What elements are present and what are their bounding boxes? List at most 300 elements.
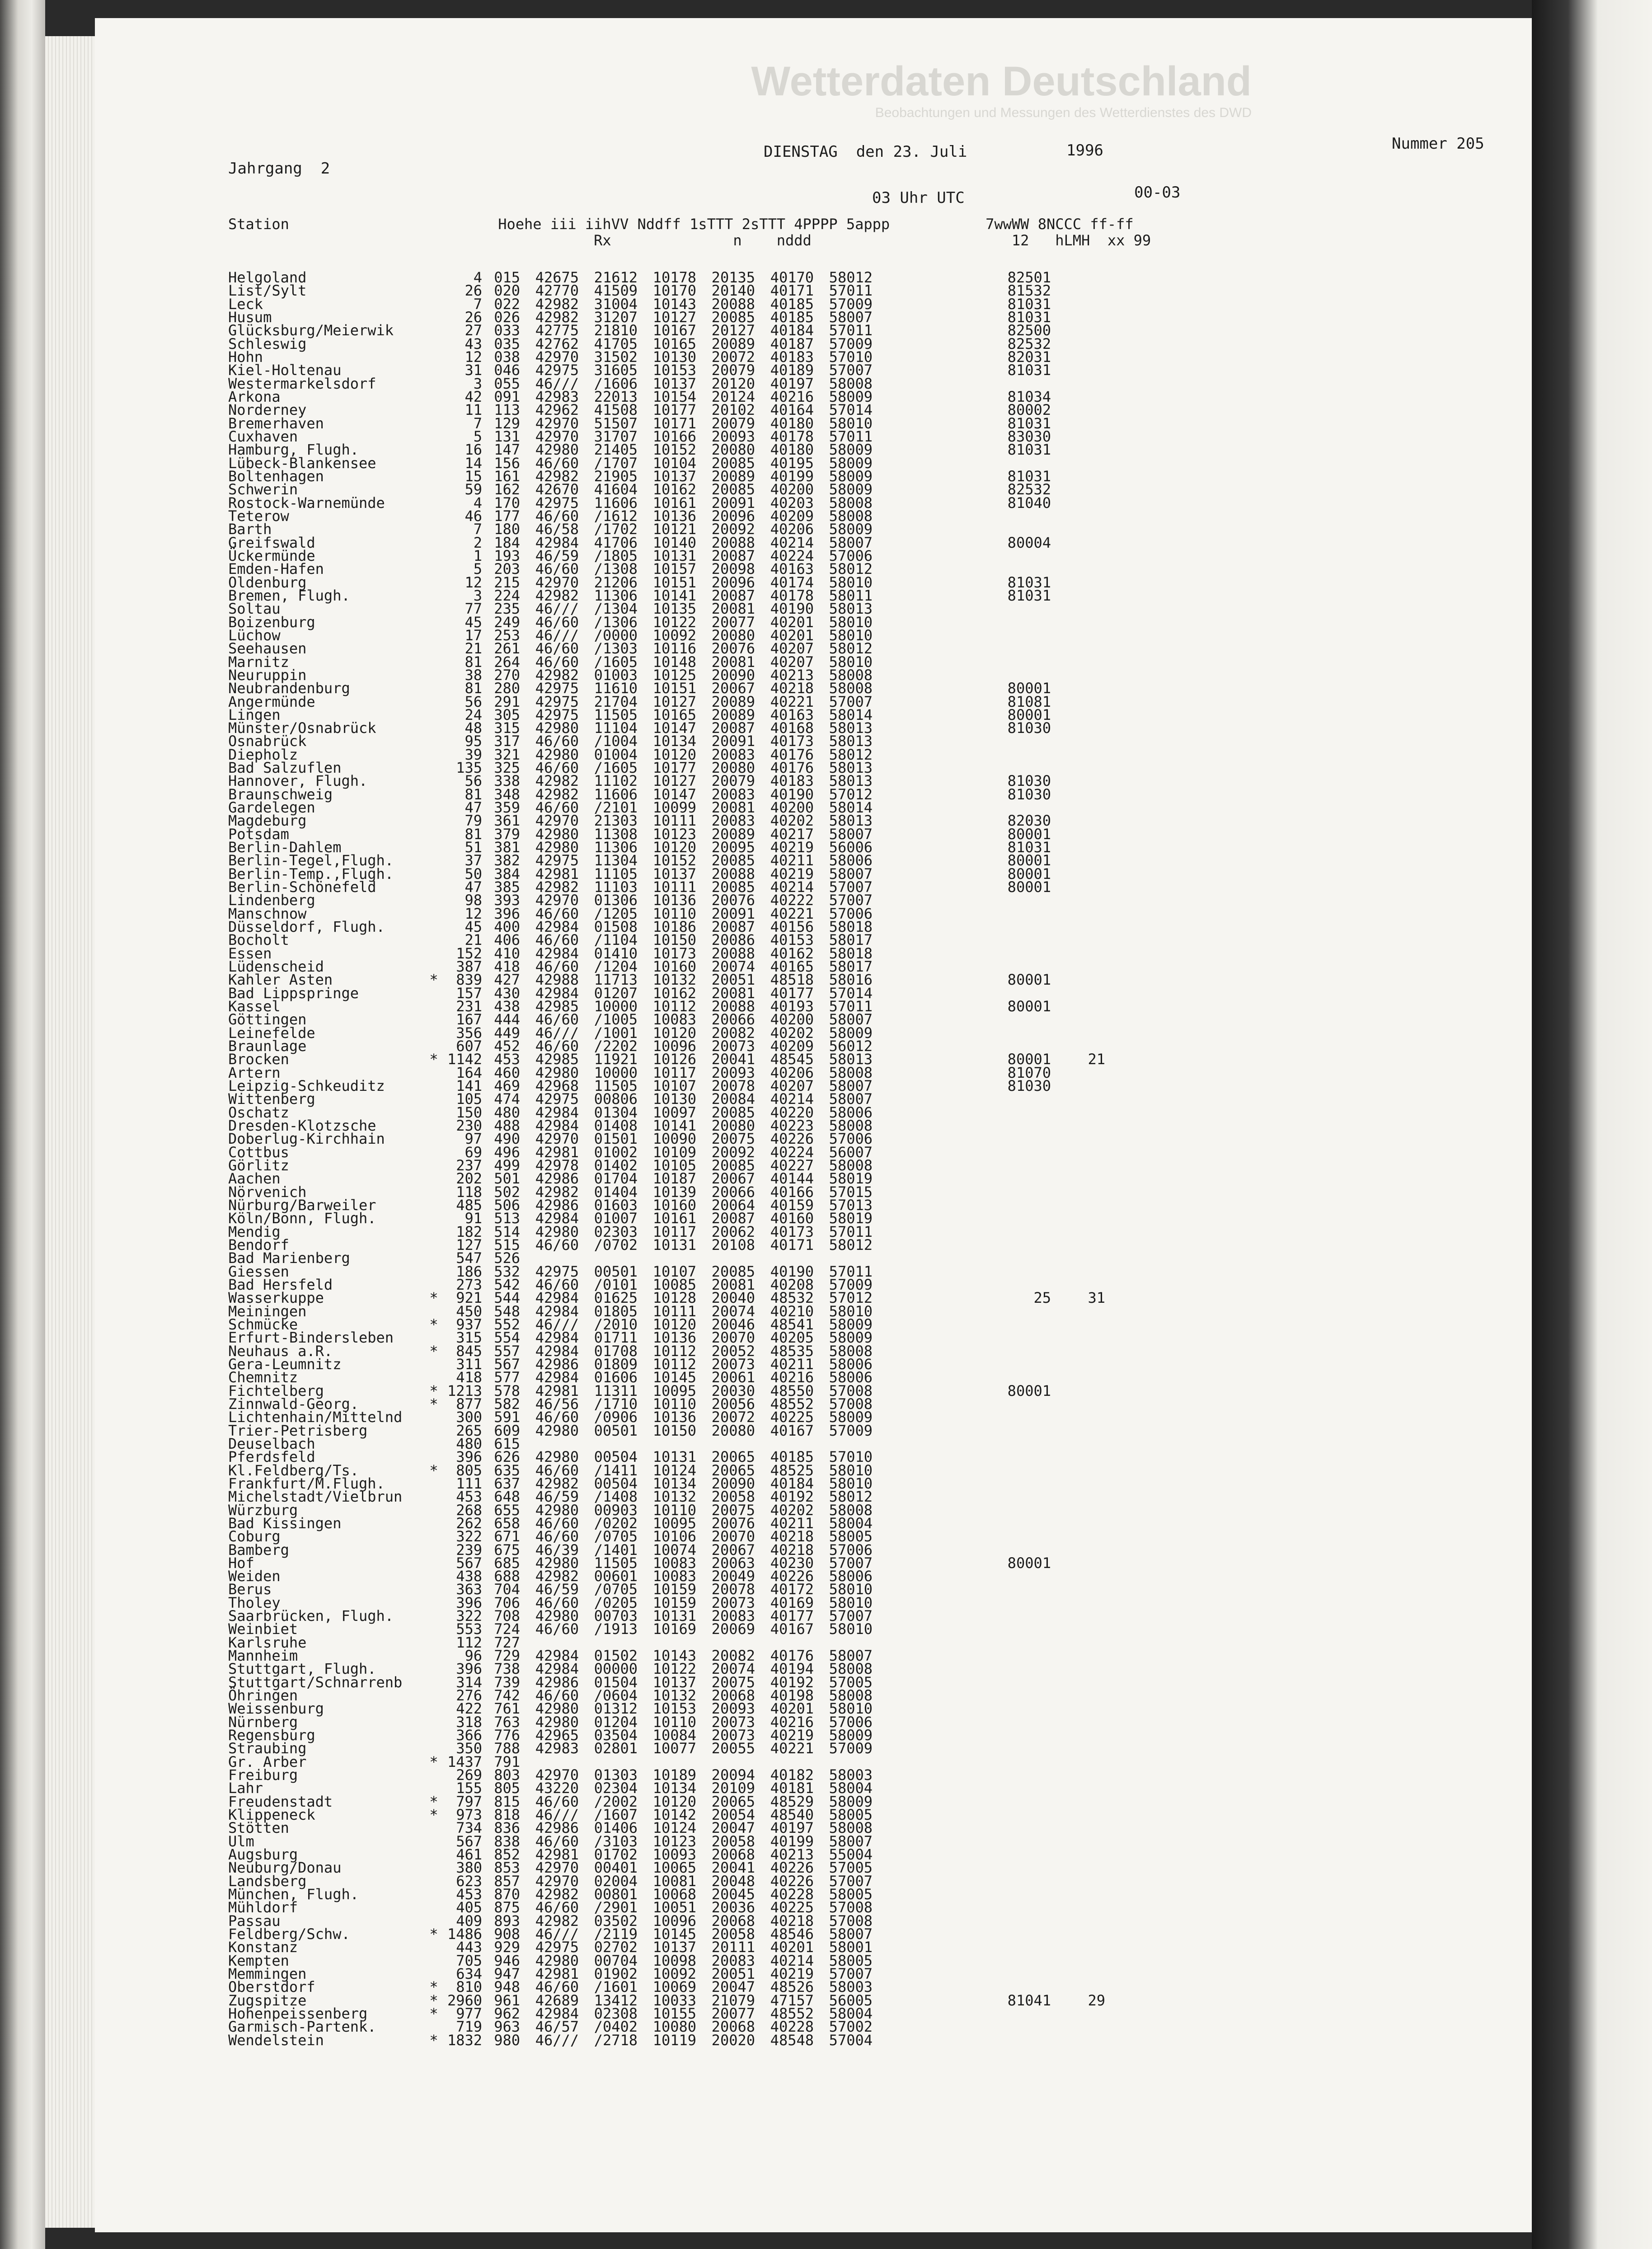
synop-group: 10160 xyxy=(652,958,696,976)
synop-group: 10093 xyxy=(652,1846,696,1864)
mountain-marker xyxy=(427,841,441,854)
synop-group: 58013 xyxy=(829,812,873,830)
synop-group: 57008 xyxy=(829,1395,873,1413)
mountain-marker xyxy=(427,934,441,947)
synop-group: 40177 xyxy=(770,1607,814,1625)
mountain-marker xyxy=(427,1888,441,1901)
synop-group: 40176 xyxy=(770,746,814,763)
synop-group: 57011 xyxy=(829,998,873,1015)
synop-group: 01204 xyxy=(594,1713,638,1731)
synop-group: 57014 xyxy=(829,984,873,1002)
station-name: Neuburg/Donau xyxy=(228,1859,342,1877)
synop-group: 42982 xyxy=(535,1474,579,1492)
synop-group: /1104 xyxy=(594,931,638,949)
mountain-marker xyxy=(427,1941,441,1954)
station-index: 962 xyxy=(494,2005,520,2022)
synop-group: 02004 xyxy=(594,1872,638,1890)
synop-group: 20083 xyxy=(711,785,755,803)
synop-group: 40203 xyxy=(770,494,814,512)
extra-group xyxy=(873,1424,1051,1437)
synop-group: 40221 xyxy=(770,693,814,710)
synop-group: 20092 xyxy=(711,521,755,538)
extra-group xyxy=(873,1583,1051,1596)
synop-group: 42982 xyxy=(535,295,579,313)
station-name: Görlitz xyxy=(228,1156,289,1174)
station-height: 45 xyxy=(465,918,482,936)
gust-group xyxy=(1051,1782,1105,1795)
synop-group: 58008 xyxy=(829,1117,873,1134)
synop-group: 58010 xyxy=(829,1700,873,1718)
synop-group: 46/60 xyxy=(535,1528,579,1545)
gust-group xyxy=(1051,311,1105,324)
station-name: Brocken xyxy=(228,1051,289,1068)
extra-group xyxy=(873,1769,1051,1782)
extra-group: 80001 xyxy=(1007,1554,1051,1572)
synop-group: 20047 xyxy=(711,1819,755,1837)
synop-group: 40173 xyxy=(770,1223,814,1240)
station-height: 164 xyxy=(456,1064,482,1081)
synop-group: 40219 xyxy=(770,1727,814,1744)
synop-group: 10081 xyxy=(652,1872,696,1890)
synop-group: 20124 xyxy=(711,388,755,405)
synop-group: 10139 xyxy=(652,1183,696,1201)
station-height: 38 xyxy=(465,666,482,684)
synop-group: 42986 xyxy=(535,1170,579,1188)
synop-group: 42982 xyxy=(535,772,579,790)
synop-group: 57002 xyxy=(829,2018,873,2036)
gust-group xyxy=(1051,1331,1105,1344)
gust-group xyxy=(1051,616,1105,629)
synop-group: 42689 xyxy=(535,1991,579,2009)
synop-group: 00504 xyxy=(594,1448,638,1466)
synop-group: 10165 xyxy=(652,706,696,723)
mountain-marker xyxy=(427,1199,441,1212)
synop-group: /1601 xyxy=(594,1978,638,1996)
synop-group: 58008 xyxy=(829,1660,873,1678)
synop-group: 42980 xyxy=(535,1700,579,1718)
station-name: Gr. Arber xyxy=(228,1753,307,1770)
extra-group: 80001 xyxy=(1007,998,1051,1015)
synop-group: 46/59 xyxy=(535,1581,579,1598)
synop-group: 20081 xyxy=(711,1276,755,1293)
synop-group: 10121 xyxy=(652,521,696,538)
gust-group xyxy=(1051,1066,1105,1080)
synop-group: 46/60 xyxy=(535,732,579,750)
extra-group xyxy=(873,1027,1051,1040)
synop-group: 42988 xyxy=(535,971,579,989)
synop-group: 20054 xyxy=(711,1806,755,1824)
station-name: Erfurt-Bindersleben xyxy=(228,1329,394,1347)
station-height: 634 xyxy=(456,1965,482,1982)
mountain-marker xyxy=(427,1689,441,1702)
synop-group: 58007 xyxy=(829,825,873,843)
synop-group: 20084 xyxy=(711,1090,755,1108)
extra-group: 80001 xyxy=(1007,680,1051,697)
synop-group: 10107 xyxy=(652,1263,696,1280)
extra-group: 81030 xyxy=(1007,785,1051,803)
gust-group xyxy=(1051,1795,1105,1808)
synop-group: 11921 xyxy=(594,1051,638,1068)
synop-group: 42980 xyxy=(535,1501,579,1519)
synop-group: 42984 xyxy=(535,1103,579,1121)
synop-group: 40219 xyxy=(770,1965,814,1982)
synop-group: 20073 xyxy=(711,1594,755,1611)
synop-group: 40228 xyxy=(770,1886,814,1903)
mountain-marker xyxy=(427,801,441,814)
station-index: 554 xyxy=(494,1329,520,1347)
synop-group: 10120 xyxy=(652,1024,696,1042)
synop-group: 58006 xyxy=(829,1369,873,1386)
synop-group: 00704 xyxy=(594,1952,638,1969)
station-height: 380 xyxy=(456,1859,482,1877)
synop-group: 10132 xyxy=(652,1687,696,1704)
station-name: Göttingen xyxy=(228,1011,307,1028)
extra-group: 81031 xyxy=(1007,467,1051,485)
synop-group: 21079 xyxy=(711,1991,755,2009)
mountain-marker xyxy=(427,311,441,324)
synop-group: 20087 xyxy=(711,587,755,604)
station-index: 980 xyxy=(494,2031,520,2049)
synop-group: 58012 xyxy=(829,640,873,657)
synop-group: 10085 xyxy=(652,1276,696,1293)
gust-group xyxy=(1051,510,1105,523)
station-height: 12 xyxy=(465,348,482,366)
synop-group: 20052 xyxy=(711,1342,755,1360)
extra-group: 25 xyxy=(1033,1289,1051,1307)
mountain-marker xyxy=(427,1027,441,1040)
synop-group: 58009 xyxy=(829,441,873,459)
synop-group: 41705 xyxy=(594,335,638,352)
station-index: 658 xyxy=(494,1514,520,1532)
mountain-marker xyxy=(427,563,441,576)
synop-group: 20040 xyxy=(711,1289,755,1307)
station-name: Freudenstadt xyxy=(228,1793,333,1810)
station-index: 506 xyxy=(494,1196,520,1214)
synop-group: 57011 xyxy=(829,322,873,339)
mountain-marker: * xyxy=(429,1806,438,1824)
gust-group xyxy=(1051,351,1105,364)
mountain-marker xyxy=(427,497,441,510)
station-name: Tholey xyxy=(228,1594,281,1611)
synop-group: 20062 xyxy=(711,1223,755,1240)
synop-group: 10134 xyxy=(652,1474,696,1492)
synop-group: /1606 xyxy=(594,375,638,392)
synop-group: 46/60 xyxy=(535,1978,579,1996)
synop-group: 46/60 xyxy=(535,1594,579,1611)
synop-group: 58008 xyxy=(829,1687,873,1704)
extra-group xyxy=(873,616,1051,629)
synop-group: 10177 xyxy=(652,759,696,777)
synop-group: 01207 xyxy=(594,984,638,1002)
synop-group: 20068 xyxy=(711,1846,755,1864)
extra-group: 80001 xyxy=(1007,852,1051,869)
synop-group: 58009 xyxy=(829,454,873,472)
extra-group xyxy=(873,1623,1051,1636)
station-height: 69 xyxy=(465,1143,482,1161)
station-name: Leck xyxy=(228,295,263,313)
station-index: 609 xyxy=(494,1422,520,1439)
synop-group: 01606 xyxy=(594,1369,638,1386)
station-index: 870 xyxy=(494,1886,520,1903)
synop-group: 42984 xyxy=(535,2005,579,2022)
page-title: DIENSTAG den 23. Juli xyxy=(764,143,967,161)
synop-group: 42980 xyxy=(535,839,579,856)
synop-group: 10096 xyxy=(652,1038,696,1055)
table-row xyxy=(228,1424,1105,1437)
synop-group: 58009 xyxy=(829,481,873,498)
synop-group: 58013 xyxy=(829,759,873,777)
station-name: Osnabrück xyxy=(228,732,307,750)
synop-group: 58010 xyxy=(829,626,873,644)
gust-group xyxy=(1051,642,1105,655)
synop-group: 42980 xyxy=(535,1607,579,1625)
synop-group: 10173 xyxy=(652,944,696,962)
synop-group: 20093 xyxy=(711,427,755,445)
synop-group: 40194 xyxy=(770,1660,814,1678)
gust-group xyxy=(1051,1544,1105,1557)
synop-group: 42980 xyxy=(535,1713,579,1731)
station-height: 845 xyxy=(456,1342,482,1360)
synop-group: 20085 xyxy=(711,852,755,869)
synop-group: 42980 xyxy=(535,746,579,763)
synop-group: 57006 xyxy=(829,1541,873,1559)
synop-group: 20070 xyxy=(711,1528,755,1545)
synop-group: 56005 xyxy=(829,1991,873,2009)
synop-group: 10110 xyxy=(652,1501,696,1519)
synop-group: /1707 xyxy=(594,454,638,472)
synop-group: /1204 xyxy=(594,958,638,976)
synop-group: 42985 xyxy=(535,998,579,1015)
synop-group: 20020 xyxy=(711,2031,755,2049)
synop-group: 58010 xyxy=(829,414,873,432)
synop-group: 01003 xyxy=(594,666,638,684)
synop-group: 40210 xyxy=(770,1302,814,1320)
extra-group: 83030 xyxy=(1007,427,1051,445)
synop-group: /1005 xyxy=(594,1011,638,1028)
synop-group: 20089 xyxy=(711,467,755,485)
mountain-marker: * xyxy=(429,2005,438,2022)
gust-group xyxy=(1051,1358,1105,1371)
station-name: Teterow xyxy=(228,507,289,525)
synop-group: /0202 xyxy=(594,1514,638,1532)
mountain-marker xyxy=(427,920,441,934)
station-height: 91 xyxy=(465,1210,482,1227)
extra-group xyxy=(873,1716,1051,1729)
time-range: 00-03 xyxy=(1134,183,1181,202)
synop-group: 40208 xyxy=(770,1276,814,1293)
mountain-marker xyxy=(427,1596,441,1610)
watermark-subtitle: Beobachtungen und Messungen des Wetterdienstes des DWD xyxy=(875,105,1252,120)
extra-group xyxy=(873,1822,1051,1835)
station-name: Schleswig xyxy=(228,335,307,352)
gust-group xyxy=(1051,801,1105,814)
synop-group: 20090 xyxy=(711,1474,755,1492)
station-index: 947 xyxy=(494,1965,520,1982)
mountain-marker xyxy=(427,1212,441,1225)
synop-group: 58004 xyxy=(829,1514,873,1532)
gust-group xyxy=(1051,1861,1105,1874)
synop-group: 42970 xyxy=(535,892,579,909)
station-name: Weiden xyxy=(228,1568,281,1585)
synop-group: 10074 xyxy=(652,1541,696,1559)
station-name: Oberstdorf xyxy=(228,1978,315,1996)
synop-group: 20058 xyxy=(711,1832,755,1850)
gust-group xyxy=(1051,1875,1105,1888)
station-index: 688 xyxy=(494,1568,520,1585)
synop-group: 42982 xyxy=(535,878,579,896)
synop-group: 20087 xyxy=(711,918,755,936)
synop-group: 40183 xyxy=(770,772,814,790)
station-name: Bremerhaven xyxy=(228,414,324,432)
synop-group: 40185 xyxy=(770,295,814,313)
synop-group: 20058 xyxy=(711,1488,755,1506)
station-height: 150 xyxy=(456,1103,482,1121)
synop-group: 42975 xyxy=(535,494,579,512)
synop-group: 10141 xyxy=(652,587,696,604)
synop-group: 40197 xyxy=(770,375,814,392)
synop-group: 42984 xyxy=(535,1210,579,1227)
synop-group: 00501 xyxy=(594,1263,638,1280)
gust-group xyxy=(1051,1212,1105,1225)
mountain-marker xyxy=(427,1875,441,1888)
station-height: 17 xyxy=(465,626,482,644)
gust-group xyxy=(1051,1756,1105,1769)
station-index: 235 xyxy=(494,600,520,618)
synop-group: 40216 xyxy=(770,388,814,405)
station-name: Norderney xyxy=(228,401,307,419)
mountain-marker xyxy=(427,417,441,430)
mountain-marker xyxy=(427,1517,441,1530)
station-height: 12 xyxy=(465,905,482,922)
gust-group xyxy=(1051,1490,1105,1503)
synop-group: 40184 xyxy=(770,322,814,339)
station-index: 361 xyxy=(494,812,520,830)
gust-group xyxy=(1051,828,1105,841)
gust-group xyxy=(1051,934,1105,947)
synop-group: 58014 xyxy=(829,799,873,817)
gust-group xyxy=(1051,497,1105,510)
station-height: 322 xyxy=(456,1528,482,1545)
extra-group xyxy=(873,1928,1051,1941)
station-name: Greifswald xyxy=(228,534,315,551)
station-name: Gera-Leumnitz xyxy=(228,1355,342,1373)
mountain-marker xyxy=(427,616,441,629)
station-height: 1142 xyxy=(447,1051,482,1068)
extra-group: 82532 xyxy=(1007,481,1051,498)
synop-group: 20086 xyxy=(711,931,755,949)
synop-group: 20085 xyxy=(711,454,755,472)
synop-group: 42970 xyxy=(535,1859,579,1877)
synop-group: 01708 xyxy=(594,1342,638,1360)
extra-group xyxy=(873,2034,1051,2047)
station-height: 1832 xyxy=(447,2031,482,2049)
gust-group xyxy=(1051,1596,1105,1610)
synop-group: 10140 xyxy=(652,534,696,551)
synop-group: 31605 xyxy=(594,362,638,379)
synop-group: 10161 xyxy=(652,494,696,512)
synop-group: 20092 xyxy=(711,1143,755,1161)
mountain-marker xyxy=(427,748,441,761)
synop-group: 43220 xyxy=(535,1779,579,1797)
extra-group: 80001 xyxy=(1007,1051,1051,1068)
synop-group: 48526 xyxy=(770,1978,814,1996)
station-height: 877 xyxy=(456,1395,482,1413)
synop-group: 58007 xyxy=(829,308,873,326)
mountain-marker xyxy=(427,1861,441,1874)
station-name: Würzburg xyxy=(228,1501,298,1519)
gust-group xyxy=(1051,536,1105,549)
synop-group: 02303 xyxy=(594,1223,638,1240)
synop-group: 40211 xyxy=(770,852,814,869)
synop-group: 20070 xyxy=(711,1329,755,1347)
synop-group: 00601 xyxy=(594,1568,638,1585)
synop-group: 10083 xyxy=(652,1554,696,1572)
synop-group: 47157 xyxy=(770,1991,814,2009)
synop-group: 46/60 xyxy=(535,507,579,525)
gust-group xyxy=(1051,1411,1105,1424)
station-height: 387 xyxy=(456,958,482,976)
synop-group: 42975 xyxy=(535,693,579,710)
gust-group xyxy=(1051,390,1105,404)
synop-group: 57011 xyxy=(829,1223,873,1240)
mountain-marker xyxy=(427,1172,441,1185)
station-name: Regensburg xyxy=(228,1727,315,1744)
synop-group: 10127 xyxy=(652,693,696,710)
station-height: 623 xyxy=(456,1872,482,1890)
synop-group: 40178 xyxy=(770,587,814,604)
mountain-marker xyxy=(427,722,441,735)
gust-group xyxy=(1051,1901,1105,1914)
station-index: 020 xyxy=(494,282,520,300)
synop-group: 11103 xyxy=(594,878,638,896)
station-height: 182 xyxy=(456,1223,482,1240)
synop-group: 57009 xyxy=(829,335,873,352)
extra-group xyxy=(873,1159,1051,1172)
synop-group: 46/// xyxy=(535,626,579,644)
synop-group: 20064 xyxy=(711,1196,755,1214)
station-name: Karlsruhe xyxy=(228,1634,307,1651)
synop-group: 42975 xyxy=(535,1263,579,1280)
synop-group: 10112 xyxy=(652,998,696,1015)
station-index: 499 xyxy=(494,1156,520,1174)
gust-group xyxy=(1051,1265,1105,1278)
gust-group xyxy=(1051,1583,1105,1596)
gust-group xyxy=(1051,735,1105,748)
synop-group: /0000 xyxy=(594,626,638,644)
gust-group xyxy=(1051,907,1105,920)
station-index: 893 xyxy=(494,1912,520,1930)
extra-group xyxy=(873,1305,1051,1318)
synop-group: 10104 xyxy=(652,454,696,472)
synop-group: 58008 xyxy=(829,1819,873,1837)
station-index: 170 xyxy=(494,494,520,512)
gust-group xyxy=(1051,1716,1105,1729)
mountain-marker xyxy=(427,430,441,443)
synop-group: 58006 xyxy=(829,852,873,869)
synop-group: 46/60 xyxy=(535,640,579,657)
station-height: 127 xyxy=(456,1236,482,1254)
synop-group: 42984 xyxy=(535,1329,579,1347)
synop-group: 58005 xyxy=(829,1952,873,1969)
gust-group xyxy=(1051,1093,1105,1106)
synop-group: 40218 xyxy=(770,1528,814,1545)
station-index: 675 xyxy=(494,1541,520,1559)
synop-group: 42984 xyxy=(535,1289,579,1307)
station-index: 908 xyxy=(494,1925,520,1943)
gust-group xyxy=(1051,1662,1105,1676)
station-name: Emden-Hafen xyxy=(228,560,324,578)
synop-group: 40162 xyxy=(770,944,814,962)
